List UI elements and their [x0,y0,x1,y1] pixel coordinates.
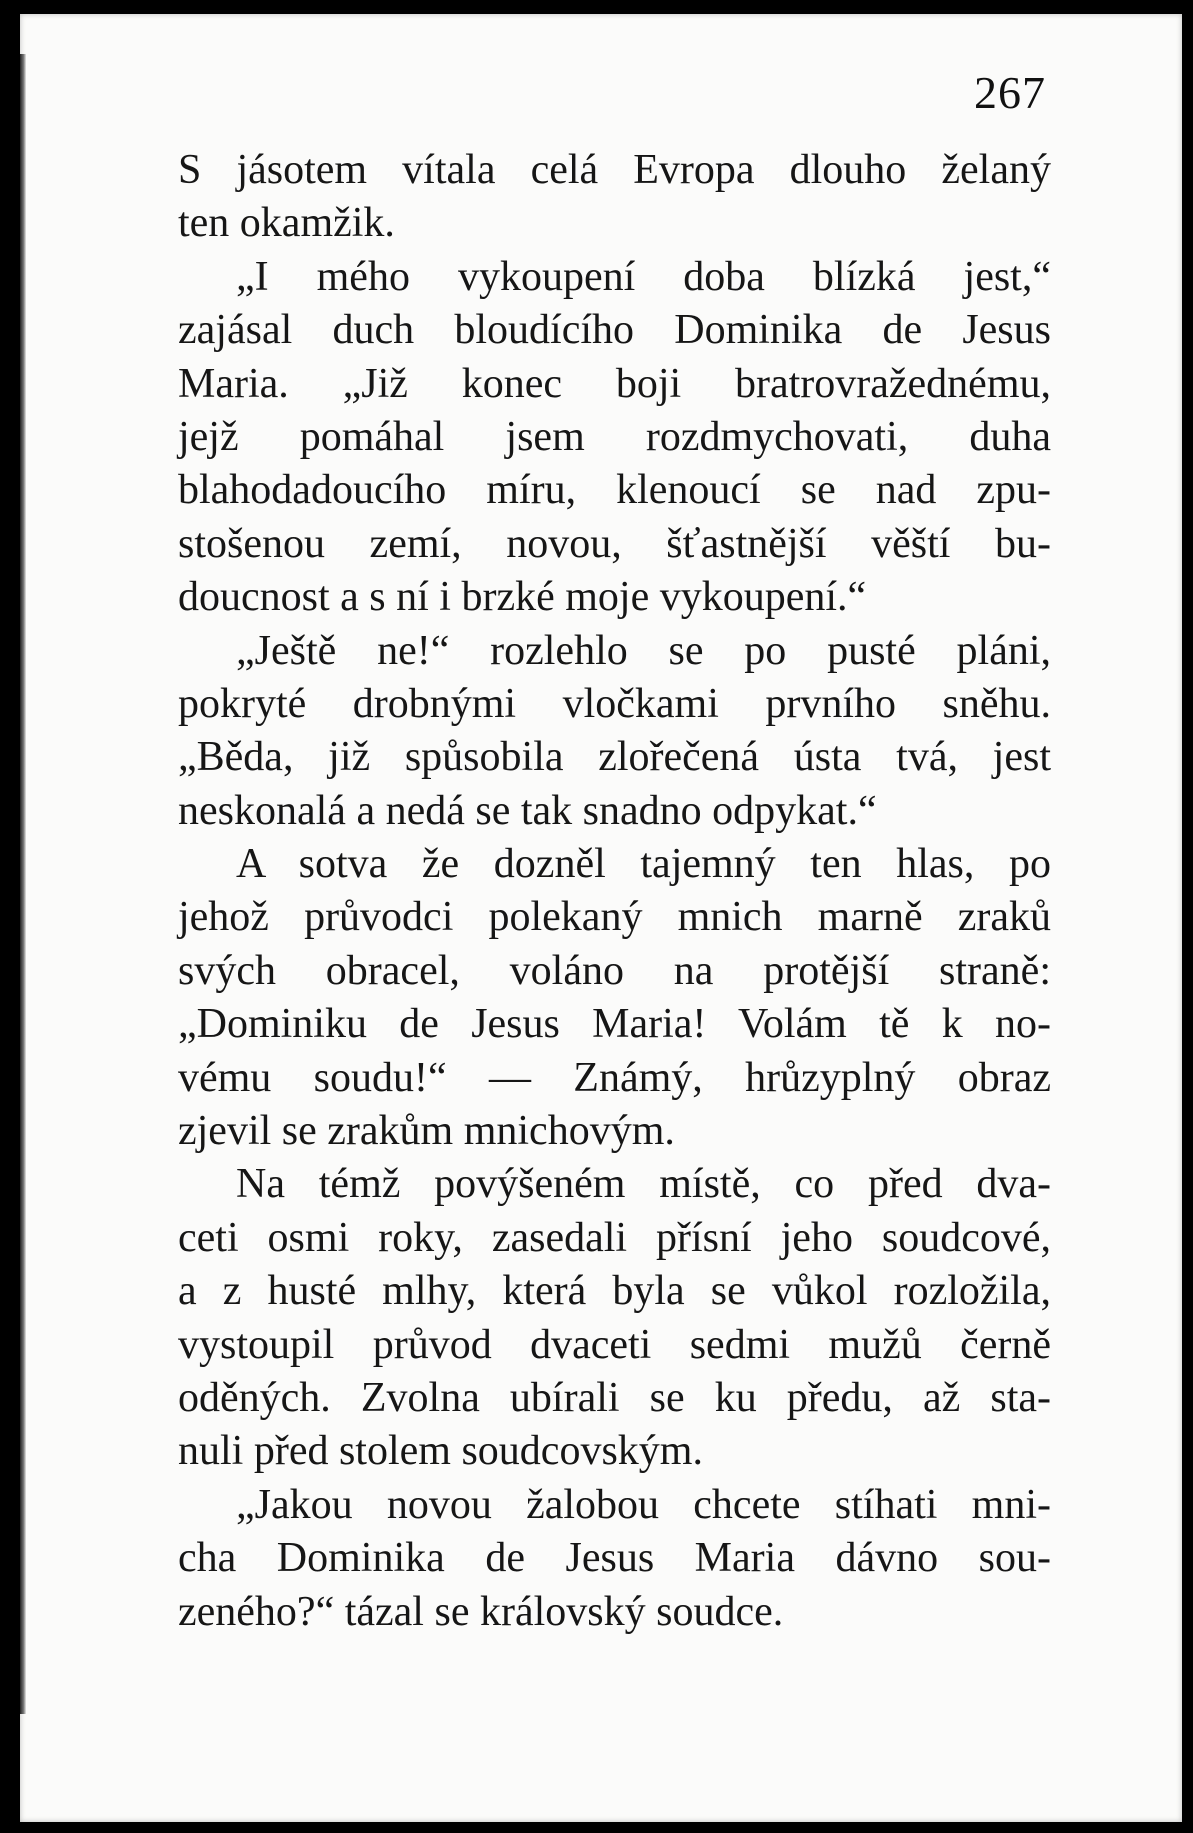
text-line: zeného?“ tázal se královský soudce. [178,1588,784,1635]
text-line: nuli před stolem soudcovským. [178,1428,703,1475]
text-line: „Jakou novou žalobou chcete stíhati mni- [236,1481,1051,1528]
text-line: Maria. „Již konec boji bratrovražednému, [178,360,1051,407]
text-line: stošenou zemí, novou, šťastnější věští bu- [178,520,1051,567]
text-line: ceti osmi roky, zasedali přísní jeho soudcové, [178,1214,1051,1261]
text-line: a z husté mlhy, která byla se vůkol rozložila, [178,1268,1051,1315]
body-text [178,144,1051,1639]
text-line: „Běda, již spůsobila zlořečená ústa tvá, jest [178,734,1051,781]
text-line: pokryté drobnými vločkami prvního sněhu. [178,680,1051,727]
text-line: oděných. Zvolna ubírali se ku předu, až sta- [178,1374,1051,1421]
text-line: cha Dominika de Jesus Maria dávno sou- [178,1535,1051,1582]
text-line: „Dominiku de Jesus Maria! Volám tě k no- [178,1001,1051,1048]
text-line: zjevil se zrakům mnichovým. [178,1108,675,1155]
page-number: 267 [974,67,1046,118]
text-line: doucnost a s ní i brzké moje vykoupení.“ [178,574,867,621]
text-line: neskonalá a nedá se tak snadno odpykat.“ [178,787,877,834]
text-line: S jásotem vítala celá Evropa dlouho želaný [178,147,1051,193]
text-line: zajásal duch bloudícího Dominika de Jesus [178,307,1051,354]
text-line: jehož průvodci polekaný mnich marně zraků [178,894,1051,941]
text-line: vému soudu!“ — Známý, hrůzyplný obraz [178,1054,1051,1101]
text-line: jejž pomáhal jsem rozdmychovati, duha [178,413,1051,460]
page-binding-edge [20,54,26,1714]
text-line: ten okamžik. [178,200,395,247]
text-line: A sotva že dozněl tajemný ten hlas, po [236,841,1051,888]
text-line: Na témž povýšeném místě, co před dva- [236,1161,1051,1208]
text-line: „I mého vykoupení doba blízká jest,“ [236,253,1051,300]
book-page [20,14,1182,1822]
text-line: blahodadoucího míru, klenoucí se nad zpu- [178,467,1051,514]
text-line: svých obracel, voláno na protější straně: [178,947,1051,994]
text-line: „Ještě ne!“ rozlehlo se po pusté pláni, [236,627,1051,674]
text-line: vystoupil průvod dvaceti sedmi mužů černě [178,1321,1051,1368]
